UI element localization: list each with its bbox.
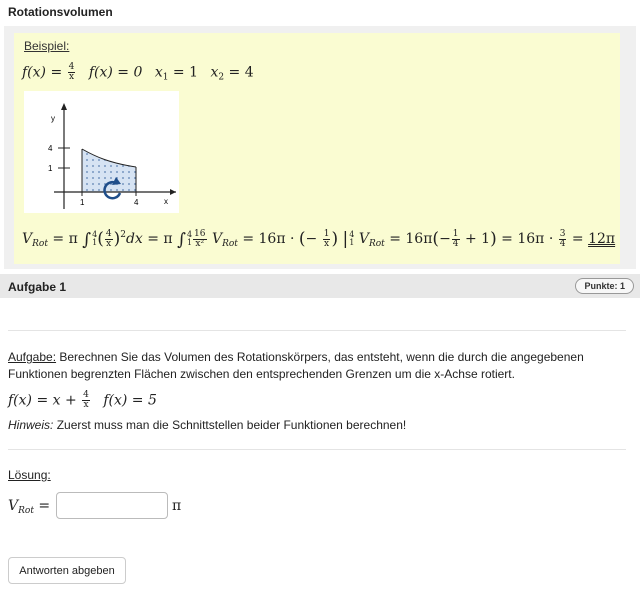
- task-description: [8, 349, 628, 383]
- x-axis-label: x: [164, 197, 168, 206]
- frac1-num: 4: [105, 228, 112, 239]
- task-f2: f(x) = 5: [103, 392, 157, 409]
- frac4-den: 4: [452, 238, 459, 249]
- example-label: Beispiel:: [24, 39, 70, 53]
- tick-label-x-4: 4: [134, 198, 139, 207]
- result-frac-1: [105, 230, 113, 249]
- vrot-eq: =: [33, 498, 51, 514]
- int1-upper: 4: [92, 230, 98, 239]
- divider-top: [8, 330, 626, 331]
- frac4-num: 1: [452, 228, 459, 239]
- frac2-den: x²: [195, 238, 205, 249]
- given-x2: x: [210, 64, 219, 81]
- answer-input[interactable]: [56, 492, 168, 519]
- result-eq-pi-2: = π: [142, 231, 178, 247]
- hint-text: Zuerst muss man die Schnittstellen beider Funktionen berechnen!: [53, 418, 407, 432]
- y-axis-label: y: [51, 114, 55, 123]
- result-neg: −: [305, 231, 322, 247]
- given-f-left: f(x) =: [22, 64, 67, 81]
- result-seg3: = 16π: [384, 231, 433, 247]
- example-box: [14, 33, 620, 264]
- given-x1-sub: 1: [162, 72, 169, 83]
- rotation-figure: [24, 91, 179, 213]
- x-axis-arrow: [170, 189, 176, 195]
- result-eq: =: [567, 231, 589, 247]
- task-f1-den: x: [83, 400, 89, 410]
- result-rot-2: Rot: [222, 239, 238, 249]
- result-frac-2: [193, 230, 206, 249]
- pi-suffix: π: [172, 498, 182, 514]
- bar-upper: 4: [349, 230, 355, 239]
- result-plus-one: + 1: [460, 231, 491, 247]
- hint-line: [8, 418, 406, 432]
- result-v-3: V: [358, 231, 369, 247]
- eval-bar-limits: [349, 231, 354, 247]
- result-square: 2: [120, 230, 126, 240]
- result-seg2: = 16π ·: [237, 231, 299, 247]
- vrot-sub: Rot: [18, 506, 34, 516]
- tick-label-y-4: 4: [48, 144, 53, 153]
- int2-lower: 1: [186, 238, 193, 247]
- result-final: 12π: [588, 231, 616, 247]
- result-seg4: = 16π ·: [496, 231, 558, 247]
- frac5-num: 3: [559, 228, 566, 239]
- task-title: Aufgabe 1: [8, 280, 67, 294]
- rotation-graph: [24, 91, 179, 213]
- solution-label: Lösung:: [8, 468, 51, 482]
- given-f-fraction: [68, 63, 76, 82]
- result-rot-3: Rot: [368, 239, 385, 249]
- frac3-num: 1: [323, 228, 330, 239]
- result-eq-pi: = π: [47, 231, 83, 247]
- hint-label: Hinweis:: [8, 418, 54, 432]
- frac5-den: 4: [559, 238, 566, 249]
- tick-label-x-1: 1: [80, 198, 85, 207]
- given-x2-val: = 4: [224, 64, 254, 81]
- tick-label-y-1: 1: [48, 164, 53, 173]
- result-frac-3: [323, 230, 331, 249]
- result-v-2: V: [211, 231, 223, 247]
- task-f1-num: 4: [83, 390, 89, 400]
- divider-middle: [8, 449, 626, 450]
- frac1-den: x: [106, 238, 112, 249]
- result-dx: dx: [125, 231, 143, 247]
- task-f1-left: f(x) = x +: [8, 392, 82, 409]
- bar-lower: 1: [349, 238, 355, 247]
- submit-answers-button[interactable]: Antworten abgeben: [8, 557, 126, 584]
- result-frac-4: [452, 230, 460, 249]
- example-result-line: $V_{Rot} = \pi$ ∫ 4 1 ( $\frac{4}{x}$ )$^2$dx = π ∫ 4 1 $\frac{16}{\text{x²}}$ $V_{Rot} = 16\pi$ · (− $\frac{1}{x}$ ) | 4 1 $V_{Rot} = 16\pi(-$ $\frac{1}{4}$ + 1) = 16π · $\frac{3}{4}$ = 12π: [22, 228, 616, 250]
- int1-lower: 1: [92, 238, 98, 247]
- given-x2-sub: 2: [218, 72, 225, 83]
- given-g: f(x) = 0: [88, 64, 143, 81]
- y-axis-arrow: [61, 103, 67, 110]
- page-title: Rotationsvolumen: [8, 5, 113, 19]
- task-functions-line: [8, 391, 157, 410]
- vrot-label: [8, 498, 50, 516]
- example-given-line: [22, 63, 254, 83]
- result-frac-5: [559, 230, 567, 249]
- task-f1-fraction: [82, 391, 90, 410]
- result-v: V: [22, 231, 33, 247]
- frac3-den: x: [324, 238, 330, 249]
- given-x1-val: = 1: [168, 64, 199, 81]
- given-f-den: x: [68, 72, 75, 82]
- given-f-num: 4: [68, 62, 75, 72]
- vrot-v: V: [8, 498, 19, 514]
- points-badge: Punkte: 1: [575, 278, 634, 294]
- int2-upper: 4: [186, 230, 193, 239]
- integral-limits-2: [187, 231, 192, 247]
- task-header-bar: [0, 274, 640, 298]
- frac2-num: 16: [194, 228, 206, 239]
- given-x1: x: [154, 64, 163, 81]
- result-rot: Rot: [32, 239, 48, 249]
- task-text: Berechnen Sie das Volumen des Rotationskörpers, das entsteht, wenn die durch die angegebenen Funktionen begrenzten Flächen zwischen den entsprechenden Grenzen um die x-Achse rotiert.: [8, 350, 584, 381]
- task-label: Aufgabe:: [8, 350, 57, 364]
